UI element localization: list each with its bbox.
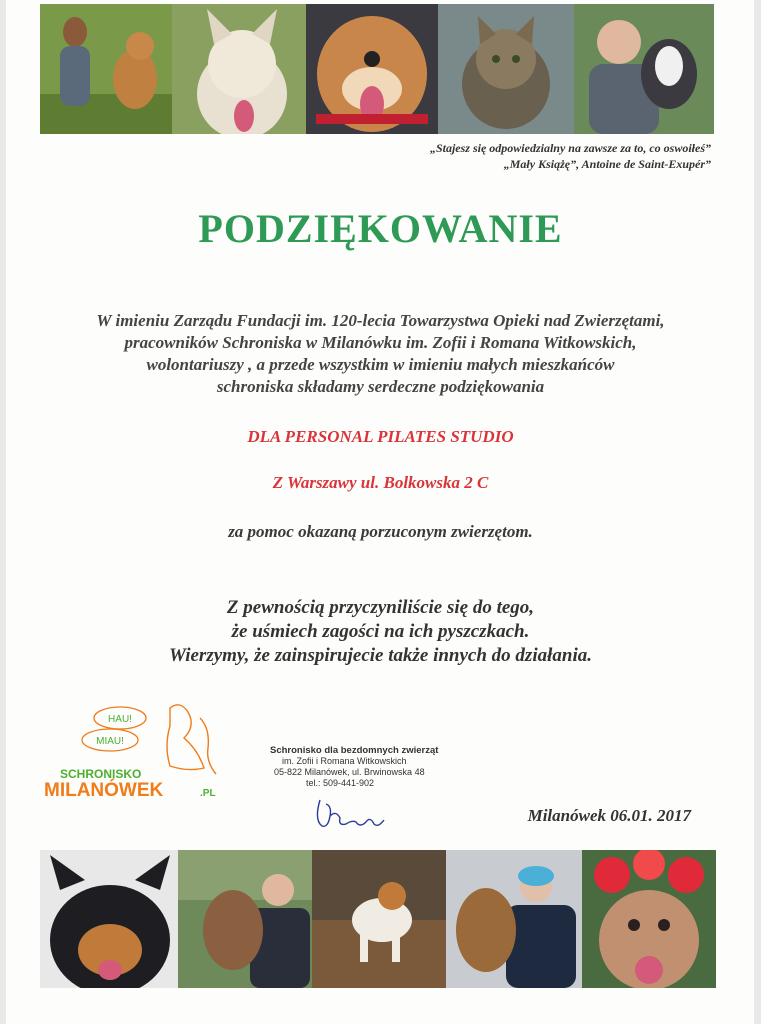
logo-suffix: .PL xyxy=(200,788,216,799)
closing-line-3: Wierzymy, że zainspirujecie także innych do działania. xyxy=(169,645,592,666)
stamp-line-1: Schronisko dla bezdomnych zwierząt xyxy=(270,745,439,756)
quote xyxy=(430,140,711,172)
photo-black-tan-dog xyxy=(40,850,178,988)
closing-line-2: że uśmiech zagości na ich pyszczkach. xyxy=(231,621,530,642)
body-line-1: W imieniu Zarządu Fundacji im. 120-lecia Towarzystwa Opieki nad Zwierzętami, xyxy=(96,311,665,330)
photo-corgi-in-woods xyxy=(312,850,446,988)
stamp-line-4: tel.: 509-441-902 xyxy=(306,778,375,788)
help-line: za pomoc okazaną porzuconym zwierzętom. xyxy=(228,522,533,541)
closing-text xyxy=(0,596,761,668)
body-line-4: schroniska składamy serdeczne podziękowania xyxy=(216,377,545,396)
photo-man-hugging-dog xyxy=(178,850,312,988)
stamp-line-2: im. Zofii i Romana Witkowskich xyxy=(282,756,407,766)
photo-smiling-dog xyxy=(306,4,438,134)
issue-date: Milanówek 06.01. 2017 xyxy=(527,806,691,825)
recipient-name: DLA PERSONAL PILATES STUDIO xyxy=(247,427,514,446)
shelter-logo-graphic xyxy=(40,698,240,803)
shelter-logo xyxy=(40,698,240,803)
signature xyxy=(312,796,392,830)
closing-line-1: Z pewnością przyczyniliście się do tego, xyxy=(226,597,535,618)
logo-bubble-miau: MIAU! xyxy=(96,736,124,747)
body-line-3: wolontariuszy , a przede wszystkim w imieniu małych mieszkańców xyxy=(146,355,615,374)
body-text xyxy=(0,310,761,398)
body-line-2: pracowników Schroniska w Milanówku im. Zofii i Romana Witkowskich, xyxy=(124,333,637,352)
stamp-line-3: 05-822 Milanówek, ul. Brwinowska 48 xyxy=(274,767,425,777)
quote-text: „Stajesz się odpowiedzialny na zawsze za to, co oswoiłeś” xyxy=(429,141,711,155)
recipient-address: Z Warszawy ul. Bolkowska 2 C xyxy=(272,473,489,492)
logo-bubble-hau: HAU! xyxy=(108,714,132,725)
photo-woman-with-dog-snow xyxy=(446,850,582,988)
logo-word-schronisko: SCHRONISKO xyxy=(60,767,142,781)
page-title: PODZIĘKOWANIE xyxy=(198,206,563,251)
logo-word-milanowek: MILANÓWEK xyxy=(44,780,164,801)
quote-attribution: „Mały Książę”, Antoine de Saint-Exupér” xyxy=(503,157,711,171)
photo-tabby-cat xyxy=(438,4,574,134)
photo-white-dog xyxy=(172,4,306,134)
photo-man-with-dog xyxy=(574,4,714,134)
photo-dog-with-flower-crown xyxy=(582,850,716,988)
shelter-stamp xyxy=(270,745,460,789)
photo-woman-with-dog xyxy=(40,4,172,134)
